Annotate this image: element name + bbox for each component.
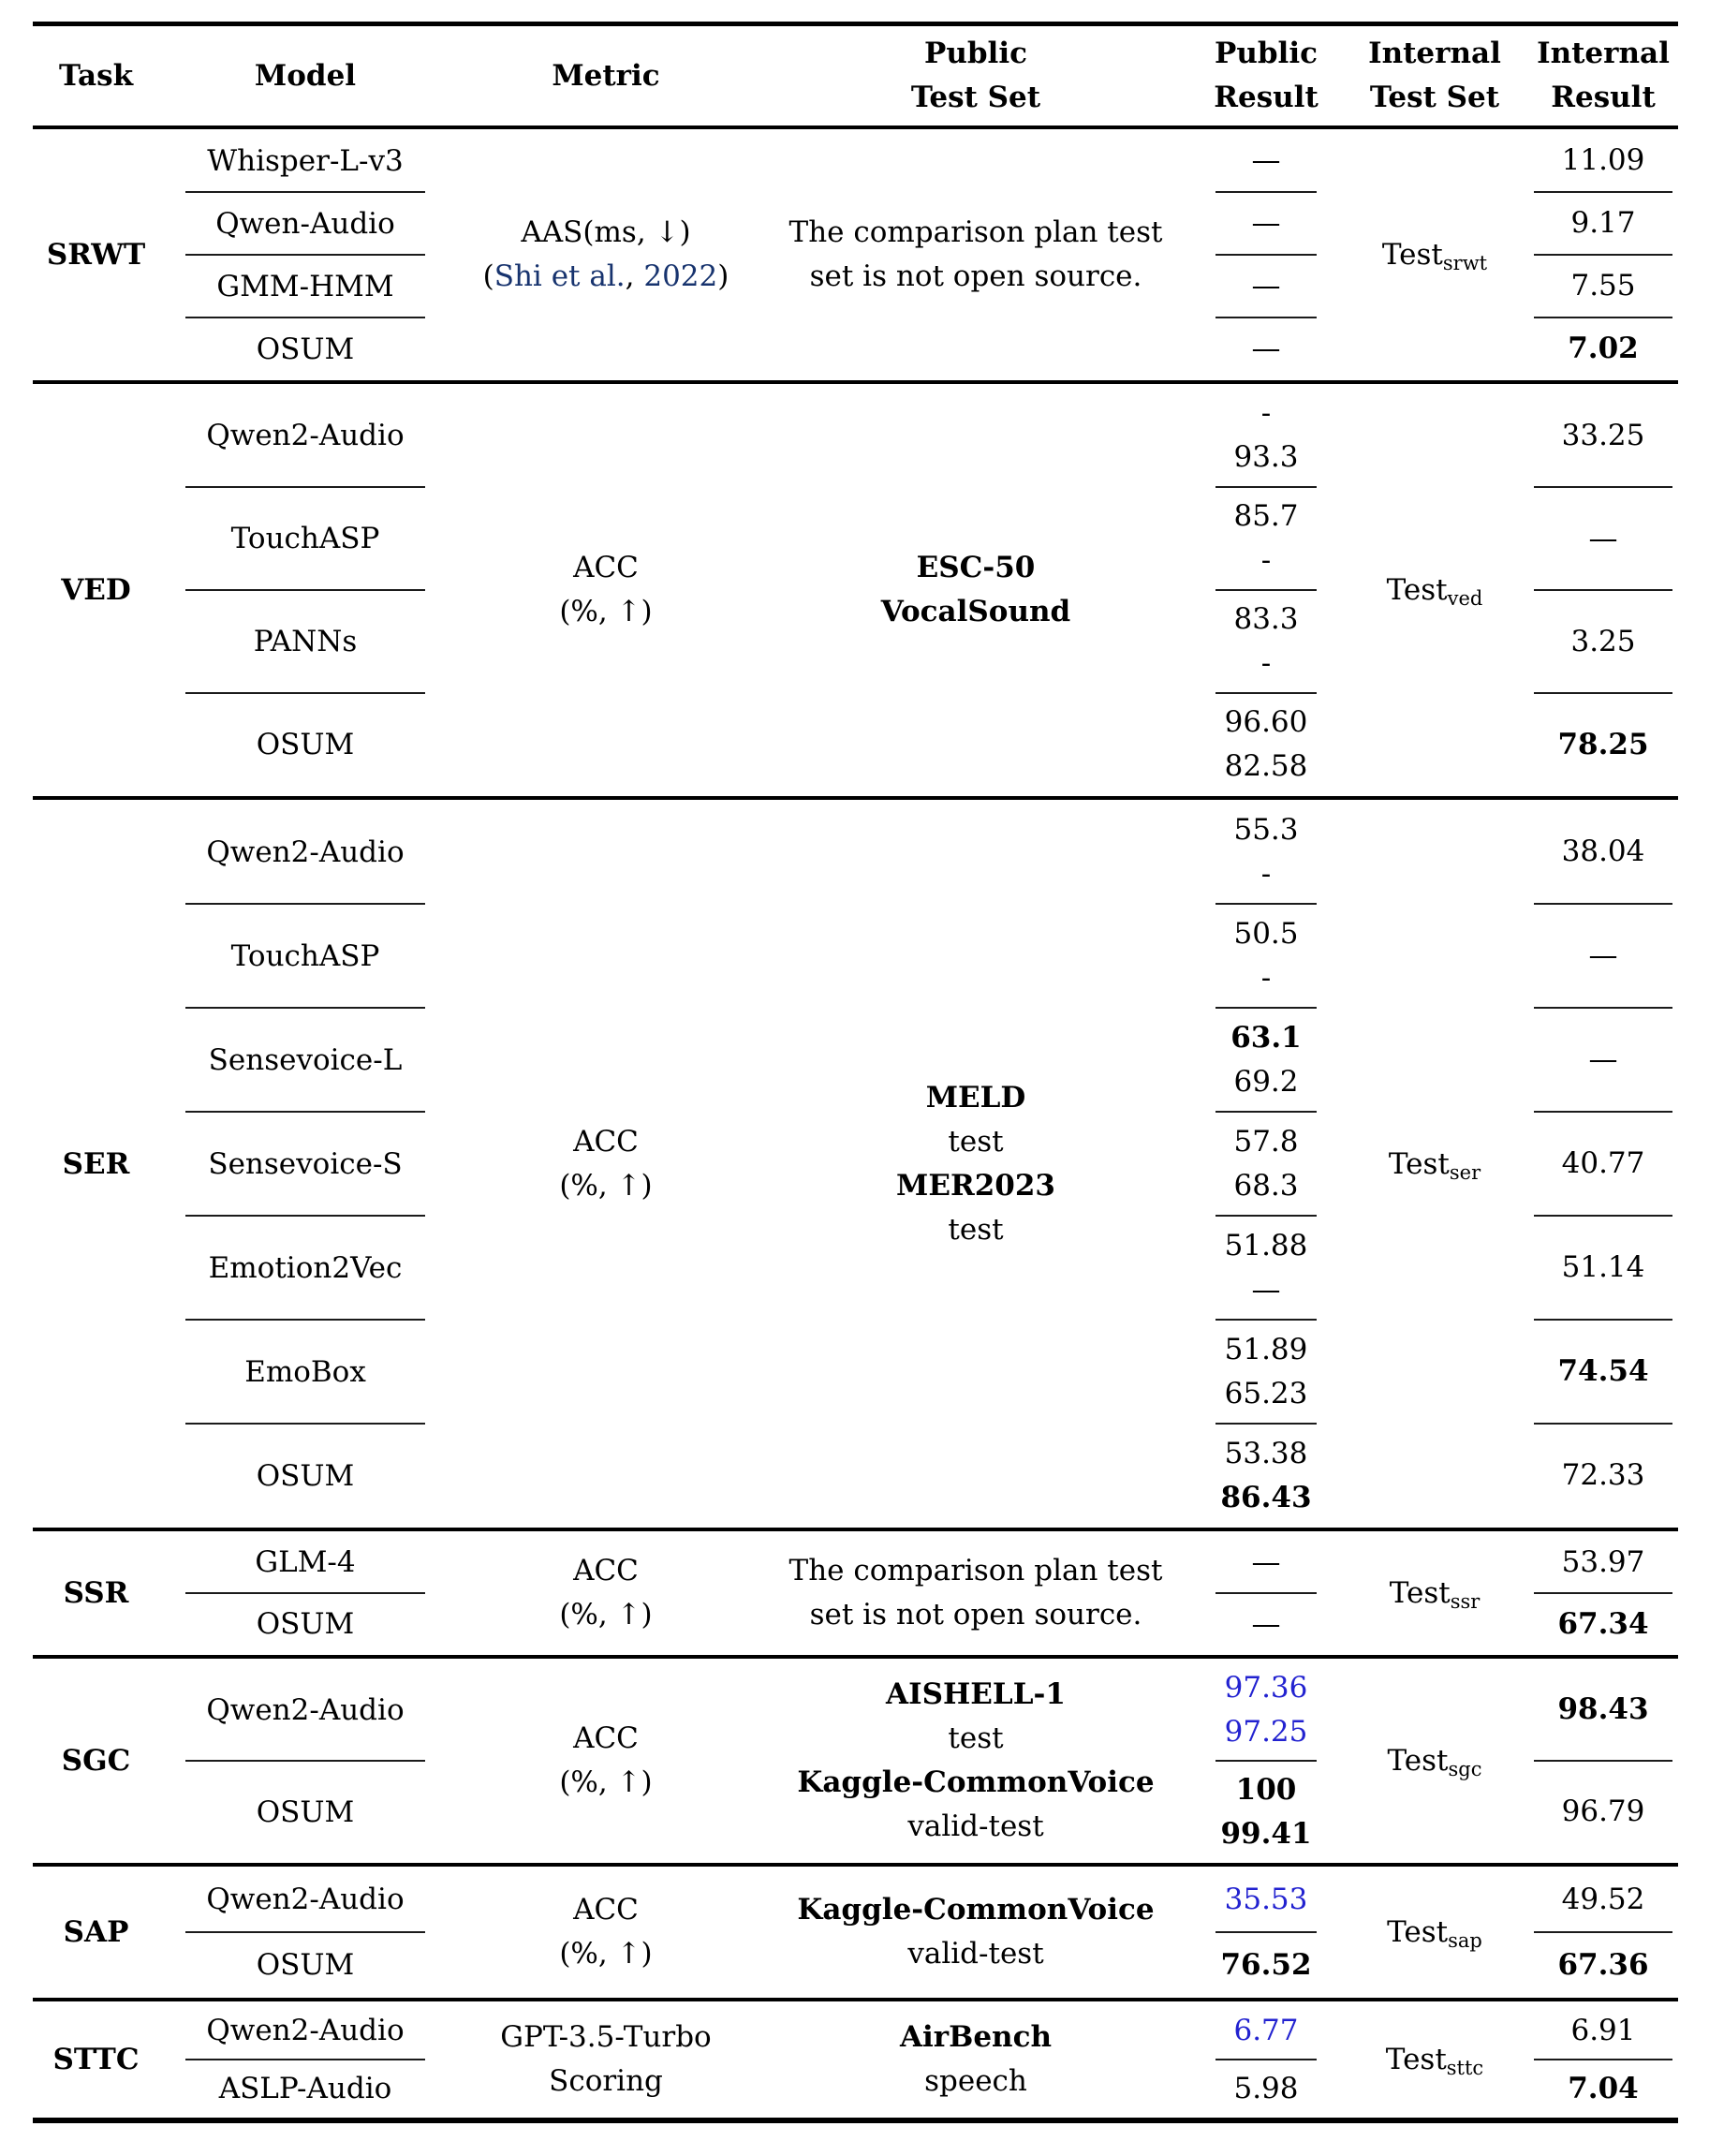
internal-test-set-cell: Test$_{sttc}$ xyxy=(1385,2043,1484,2079)
internal-result-row: 40.77 xyxy=(1528,1112,1678,1216)
task-label: VED xyxy=(61,573,131,607)
public-result-column xyxy=(1191,2001,1341,2118)
header-internal-result: Internal Result xyxy=(1537,37,1670,114)
model-row: Sensevoice-S xyxy=(159,1112,451,1216)
public-test-set-cell: ESC-50 VocalSound xyxy=(880,551,1071,628)
public-result-row: 50.5 - xyxy=(1191,904,1341,1008)
internal-result-row: 7.55 xyxy=(1528,255,1678,317)
section-sap xyxy=(33,1867,1678,1998)
model-column xyxy=(159,1531,451,1655)
public-result-row: 53.38 86.43 xyxy=(1220,1436,1312,1514)
model-column xyxy=(159,384,451,796)
internal-result-row: 49.52 xyxy=(1528,1867,1678,1932)
metric-cell xyxy=(451,800,760,1528)
section-srwt xyxy=(33,129,1678,380)
model-row: Sensevoice-L xyxy=(159,1008,451,1112)
task-label-cell xyxy=(33,384,159,796)
public-result-row: 57.8 68.3 xyxy=(1191,1112,1341,1216)
model-row: EmoBox xyxy=(159,1320,451,1424)
public-test-set-cell: AirBench speech xyxy=(899,2020,1053,2098)
model-row: OSUM xyxy=(256,332,355,366)
metric-cell xyxy=(451,1659,760,1863)
model-row: Qwen-Audio xyxy=(159,192,451,255)
internal-result-row: 67.36 xyxy=(1557,1947,1649,1982)
model-column xyxy=(159,2001,451,2118)
task-label: SAP xyxy=(63,1915,129,1949)
header-public-result: Public Result xyxy=(1214,37,1319,114)
internal-result-row: 74.54 xyxy=(1528,1320,1678,1424)
public-test-set-cell: AISHELL-1 test Kaggle-CommonVoice valid-test xyxy=(797,1677,1155,1843)
metric-name: ACC xyxy=(573,1721,639,1755)
public-result-row: 83.3 - xyxy=(1191,590,1341,693)
model-row: Qwen2-Audio xyxy=(159,2001,451,2060)
task-label: SRWT xyxy=(46,238,146,272)
task-label: STTC xyxy=(52,2043,140,2076)
model-row: Qwen2-Audio xyxy=(159,1867,451,1932)
internal-result-row: 72.33 xyxy=(1561,1458,1645,1492)
public-test-set-cell: The comparison plan test set is not open source. xyxy=(788,1554,1163,1632)
model-row: Qwen2-Audio xyxy=(159,384,451,487)
task-label: SER xyxy=(62,1146,130,1181)
internal-result-row: 3.25 xyxy=(1528,590,1678,693)
test-set-subscript: sap xyxy=(1448,1929,1482,1952)
model-column xyxy=(159,129,451,380)
table-header-row xyxy=(33,26,1678,126)
metric-unit: (%, ↑) xyxy=(559,1168,653,1203)
internal-result-column xyxy=(1528,384,1678,796)
model-row: OSUM xyxy=(256,728,355,761)
metric-cell xyxy=(451,384,760,796)
public-result-row: 51.88 — xyxy=(1191,1216,1341,1320)
public-result-row: 76.52 xyxy=(1220,1947,1312,1982)
public-result-column xyxy=(1191,384,1341,796)
public-result-row: 55.3 - xyxy=(1191,800,1341,904)
task-label-cell xyxy=(33,2001,159,2118)
table-bottom-rule xyxy=(33,2118,1678,2123)
internal-result-column xyxy=(1528,129,1678,380)
model-column xyxy=(159,1659,451,1863)
test-set-subscript: ssr xyxy=(1450,1590,1481,1613)
internal-result-row: 98.43 xyxy=(1528,1659,1678,1761)
public-result-row: — xyxy=(1251,332,1281,365)
model-row: Whisper-L-v3 xyxy=(159,129,451,192)
model-row: OSUM xyxy=(256,1458,355,1493)
task-label-cell xyxy=(33,1659,159,1863)
model-row: ASLP-Audio xyxy=(218,2072,392,2105)
task-label-cell xyxy=(33,1531,159,1655)
internal-result-row: 96.79 xyxy=(1561,1794,1645,1828)
task-label: SGC xyxy=(61,1744,131,1778)
metric-name: ACC xyxy=(573,551,639,584)
header-public-test-set: Public Test Set xyxy=(910,37,1041,114)
section-sgc xyxy=(33,1659,1678,1863)
citation-line: (Shi et al., 2022) xyxy=(482,259,729,293)
header-metric-label: Metric xyxy=(552,58,660,93)
internal-result-row: 7.02 xyxy=(1568,332,1639,365)
public-result-row: 5.98 xyxy=(1233,2071,1299,2105)
metric-name: ACC xyxy=(573,1554,639,1587)
internal-test-set-cell: Test$_{ved}$ xyxy=(1386,573,1483,610)
metric-name: ACC xyxy=(573,1893,639,1927)
metric-name: ACC xyxy=(573,1124,639,1159)
model-row: TouchASP xyxy=(159,904,451,1008)
internal-result-row: — xyxy=(1528,904,1678,1008)
public-test-set-cell: MELD test MER2023 test xyxy=(896,1080,1055,1247)
internal-result-row: 7.04 xyxy=(1568,2071,1639,2105)
test-set-subscript: ser xyxy=(1449,1160,1481,1184)
metric-unit: (%, ↑) xyxy=(559,1937,653,1971)
model-row: OSUM xyxy=(256,1794,355,1829)
public-result-row: 97.36 97.25 xyxy=(1191,1659,1341,1761)
model-row: Qwen2-Audio xyxy=(159,1659,451,1761)
public-result-column xyxy=(1191,129,1341,380)
header-task-label: Task xyxy=(58,58,134,93)
section-ved xyxy=(33,384,1678,796)
internal-result-row: 67.34 xyxy=(1557,1606,1649,1641)
public-result-column xyxy=(1191,1531,1341,1655)
public-result-row: — xyxy=(1191,192,1341,255)
internal-result-column xyxy=(1528,800,1678,1528)
public-test-set-cell: Kaggle-CommonVoice valid-test xyxy=(797,1893,1155,1971)
internal-test-set-cell: Test$_{ser}$ xyxy=(1388,1146,1481,1184)
public-result-column xyxy=(1191,1867,1341,1998)
model-row: GLM-4 xyxy=(159,1531,451,1593)
public-result-row: 51.89 65.23 xyxy=(1191,1320,1341,1424)
header-metric xyxy=(451,26,760,126)
public-result-row: 35.53 xyxy=(1191,1867,1341,1932)
header-task xyxy=(33,26,159,126)
model-row: TouchASP xyxy=(159,487,451,590)
public-result-column xyxy=(1191,800,1341,1528)
internal-result-row: 33.25 xyxy=(1528,384,1678,487)
header-internal-test-set: Internal Test Set xyxy=(1368,37,1501,114)
public-test-set-cell: The comparison plan test set is not open source. xyxy=(788,215,1163,293)
test-set-subscript: sgc xyxy=(1448,1758,1482,1780)
internal-result-row: 9.17 xyxy=(1528,192,1678,255)
metric-unit: Scoring xyxy=(549,2064,663,2098)
header-model-label: Model xyxy=(254,58,357,93)
public-result-row: — xyxy=(1191,129,1341,192)
internal-result-row: 38.04 xyxy=(1528,800,1678,904)
section-ser xyxy=(33,800,1678,1528)
public-result-column xyxy=(1191,1659,1341,1863)
citation-link[interactable]: Shi et al. xyxy=(494,259,626,293)
internal-result-row: 11.09 xyxy=(1528,129,1678,192)
internal-result-column xyxy=(1528,1659,1678,1863)
internal-result-row: 78.25 xyxy=(1557,727,1649,761)
public-result-row: 6.77 xyxy=(1191,2001,1341,2060)
internal-result-column xyxy=(1528,2001,1678,2118)
metric-cell xyxy=(451,1531,760,1655)
header-model xyxy=(159,26,451,126)
test-set-subscript: ved xyxy=(1447,587,1483,610)
section-ssr xyxy=(33,1531,1678,1655)
public-result-row: 85.7 - xyxy=(1191,487,1341,590)
internal-result-column xyxy=(1528,1531,1678,1655)
task-label-cell xyxy=(33,1867,159,1998)
internal-test-set-cell: Test$_{sap}$ xyxy=(1387,1915,1482,1952)
public-result-row: — xyxy=(1191,255,1341,317)
section-sttc xyxy=(33,2001,1678,2118)
model-row: OSUM xyxy=(256,1948,355,1982)
model-row: Qwen2-Audio xyxy=(159,800,451,904)
internal-result-row: — xyxy=(1528,487,1678,590)
public-result-row: 100 99.41 xyxy=(1220,1772,1312,1851)
internal-test-set-cell: Test$_{sgc}$ xyxy=(1387,1744,1482,1780)
internal-result-column xyxy=(1528,1867,1678,1998)
internal-result-row: 6.91 xyxy=(1528,2001,1678,2060)
public-result-row: — xyxy=(1251,1606,1281,1641)
internal-test-set-cell: Test$_{srwt}$ xyxy=(1381,238,1488,274)
public-result-row: 63.1 69.2 xyxy=(1191,1008,1341,1112)
task-label: SSR xyxy=(63,1576,129,1610)
task-label-cell xyxy=(33,129,159,380)
metric-cell xyxy=(451,1867,760,1998)
metric-name: AAS(ms, ↓) xyxy=(521,215,691,249)
internal-result-row: 53.97 xyxy=(1528,1531,1678,1593)
model-row: Emotion2Vec xyxy=(159,1216,451,1320)
test-set-subscript: sttc xyxy=(1446,2057,1484,2079)
metric-cell xyxy=(451,2001,760,2118)
internal-test-set-cell: Test$_{ssr}$ xyxy=(1389,1576,1481,1613)
model-row: GMM-HMM xyxy=(159,255,451,317)
task-label-cell xyxy=(33,800,159,1528)
citation-year-link[interactable]: 2022 xyxy=(643,259,718,293)
model-column xyxy=(159,1867,451,1998)
model-row: OSUM xyxy=(256,1607,355,1641)
public-result-row: — xyxy=(1191,1531,1341,1593)
metric-unit: (%, ↑) xyxy=(559,1598,653,1632)
public-result-row: 96.60 82.58 xyxy=(1224,705,1308,783)
public-result-row: - 93.3 xyxy=(1191,384,1341,487)
metric-name: GPT-3.5-Turbo xyxy=(500,2020,712,2054)
metric-unit: (%, ↑) xyxy=(559,595,653,628)
internal-result-row: 51.14 xyxy=(1528,1216,1678,1320)
test-set-subscript: srwt xyxy=(1442,252,1488,274)
internal-result-row: — xyxy=(1528,1008,1678,1112)
metric-cell xyxy=(451,129,760,380)
metric-unit: (%, ↑) xyxy=(559,1765,653,1799)
model-column xyxy=(159,800,451,1528)
model-row: PANNs xyxy=(159,590,451,693)
